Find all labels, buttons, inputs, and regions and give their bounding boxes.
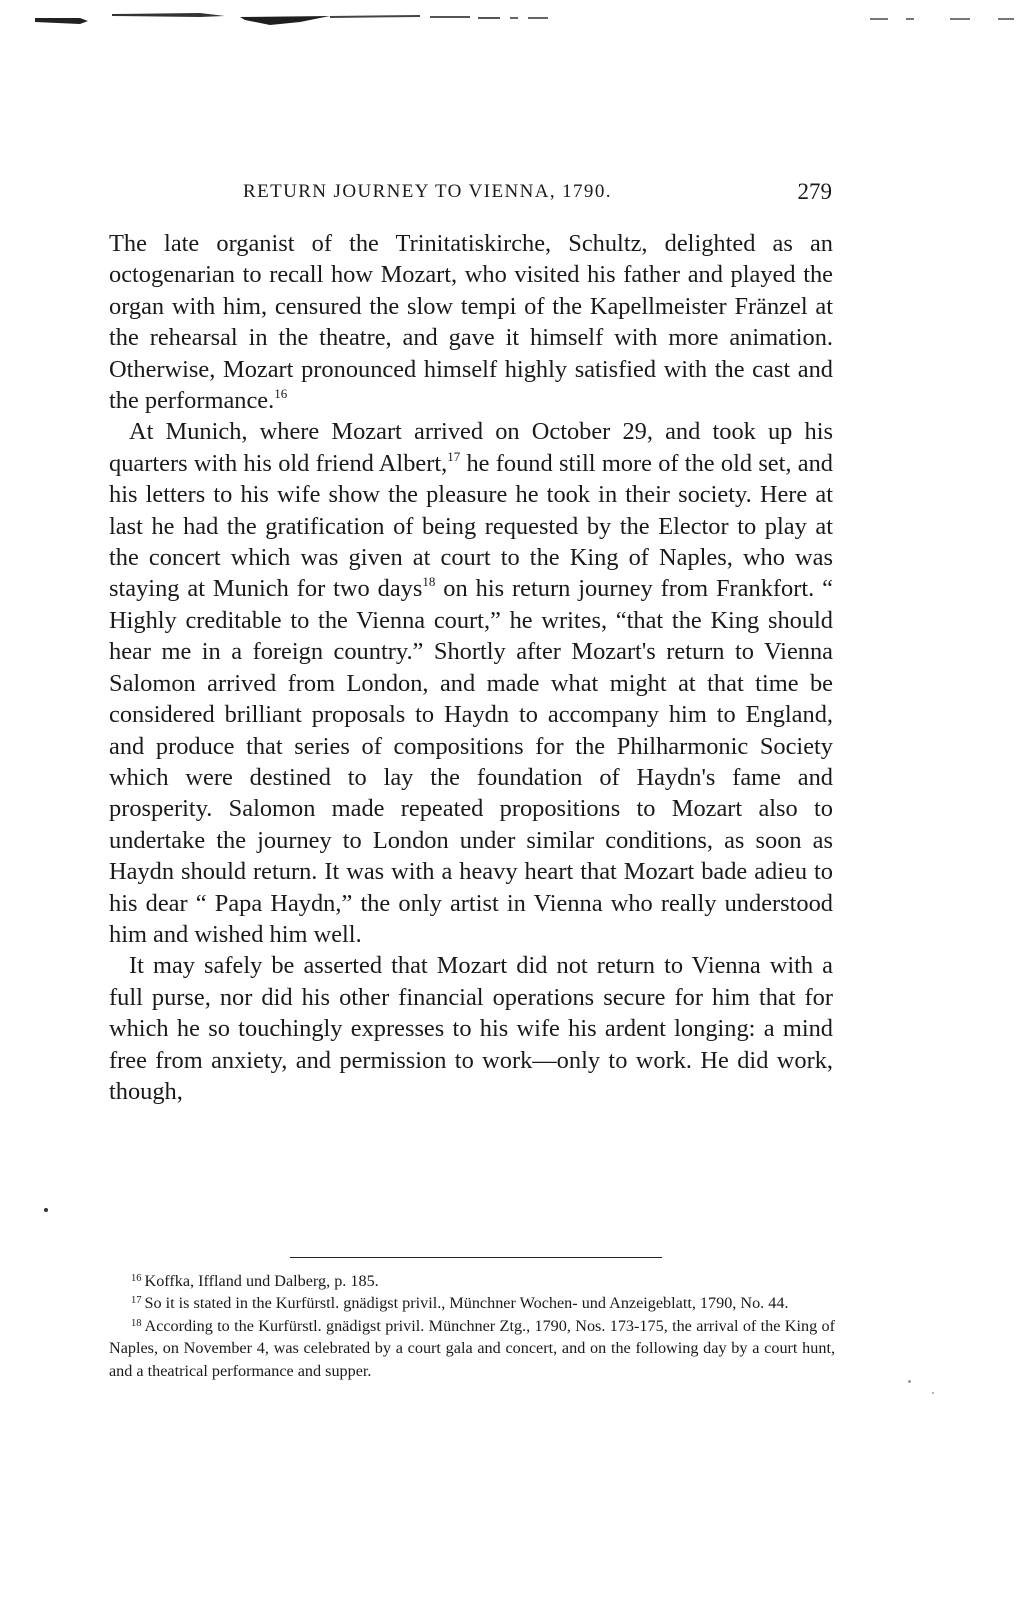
footnote-separator [290,1257,662,1258]
body-text [109,228,833,1107]
footnote-number: 18 [131,1317,142,1329]
paragraph-text: on his return journey from Frankfort. “ Highly creditable to the Vienna court,” he writes, “that the King should hear me in a foreign country.” Shortly after Mozart's return to Vienna Salomon arrived from London, and made what might at that time be considered brilliant proposals to Haydn to accompany him to England, and produce that series of compositions for the Philharmonic Society which were destined to lay the foundation of Haydn's fame and prosperity. Salomon made repeated propositions to Mozart also to undertake the journey to London under similar conditions, as soon as Haydn should return. It was with a heavy heart that Mozart bade adieu to his dear “ Papa Haydn,” the only artist in Vienna who really understood him and wished him well. [109,575,833,948]
footnote-number: 17 [131,1295,142,1307]
footnote-number: 16 [131,1273,142,1284]
footnote-text: According to the Kurfürstl. gnädigst privil. Münchner Ztg., 1790, Nos. 173-175, the arrival of the King of Naples, on November 4, was celebrated by a court gala and concert, and on the following day by a court hunt, and a theatrical performance and supper. [109,1316,835,1380]
scan-speck [908,1380,911,1383]
paragraph-text: It may safely be asserted that Mozart did not return to Vienna with a full purse, nor did his other financial operations secure for him that for which he so touchingly expresses to his wife his ardent longing: a mind free from anxiety, and permission to work—only to work. He did work, though, [109,952,833,1105]
footnote-ref: 18 [422,574,436,590]
scan-speck [44,1208,48,1212]
footnotes [109,1270,835,1382]
paragraph-text: The late organist of the Trinitatiskirche, Schultz, delighted as an octogenarian to recall how Mozart, who visited his father and played the organ with him, censured the slow tempi of the Kapellmeister Fränzel at the rehearsal in the theatre, and gave it himself with more animation. Otherwise, Mozart pronounced himself highly satisfied with the cast and the performance. [109,230,833,415]
paragraph [109,416,833,950]
paragraph [109,228,833,416]
page-header [110,178,834,208]
paragraph-text: At Munich, where Mozart arrived on October 29, and took up his quarters with his old friend Albert, [109,418,833,477]
footnote-ref: 16 [274,386,288,402]
footnote [109,1315,835,1382]
footnote-text: So it is stated in the Kurfürstl. gnädigst privil., Münchner Wochen- und Anzeigeblatt, 1790, No. 44. [144,1294,789,1313]
footnote-text: Koffka, Iffland und Dalberg, p. 185. [144,1272,379,1290]
paragraph-text: he found still more of the old set, and his letters to his wife show the pleasure he took in their society. Here at last he had the gratification of being requested by the Elector to play at the concert which was given at court to the King of Naples, who was staying at Munich for two days [109,449,833,603]
running-title: RETURN JOURNEY TO VIENNA, 1790. [243,181,612,202]
footnote [109,1292,835,1314]
footnote [109,1270,835,1292]
scan-artifact-marks [0,0,1034,40]
scan-speck [932,1392,934,1394]
footnote-ref: 17 [447,448,461,464]
paragraph [109,950,833,1107]
page-number: 279 [797,179,832,204]
